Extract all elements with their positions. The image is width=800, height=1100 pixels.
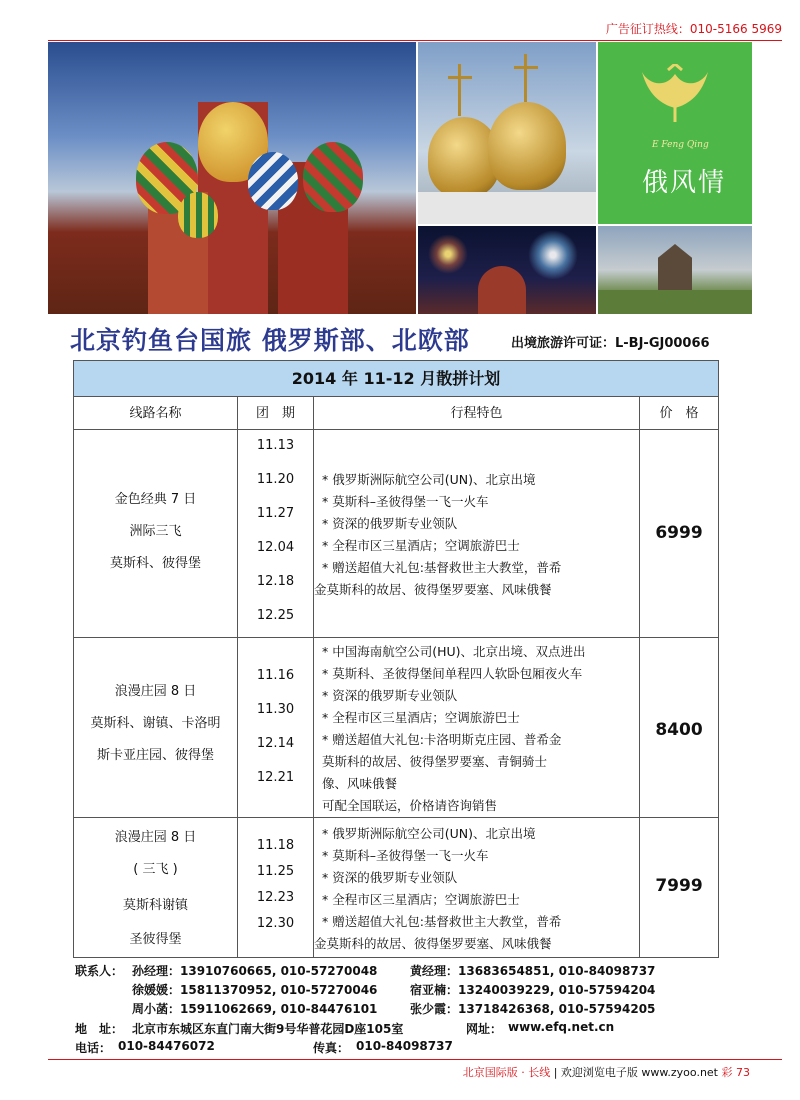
tour-date: 12.14: [256, 736, 295, 751]
feature-line: * 中国海南航空公司(HU)、北京出境、双点进出: [322, 644, 586, 659]
price-cell: [640, 638, 718, 817]
fax-label: 传真：: [313, 1041, 350, 1055]
banner: [48, 42, 752, 314]
route-line: 洲际三飞: [129, 524, 182, 539]
route-cell: [74, 818, 238, 957]
price-value: 7999: [655, 876, 703, 896]
feature-line: 像、风味俄餐: [322, 776, 398, 791]
page-number: 彩 73: [721, 1066, 750, 1079]
route-cell: [74, 638, 238, 817]
feature-line: * 全程市区三星酒店；空调旅游巴士: [322, 892, 520, 907]
contact-entry: 徐媛媛：15811370952, 010-57270046: [132, 983, 378, 997]
logo-script: E Feng Qing: [652, 140, 709, 150]
hotline-divider: [48, 40, 782, 41]
wooden-church-photo: [598, 226, 752, 314]
header-features: 行程特色: [314, 397, 640, 429]
tour-date: 11.20: [256, 472, 295, 487]
table-header-row: [74, 397, 718, 430]
website-label: 网址：: [466, 1022, 503, 1036]
table-row: [74, 430, 718, 638]
contacts-label: 联系人：: [75, 964, 124, 978]
price-value: 6999: [655, 523, 703, 543]
features-cell: [314, 430, 640, 637]
route-line: 浪漫庄园 8 日: [114, 684, 197, 699]
tour-schedule-table: [73, 360, 719, 958]
plan-title: 2014 年 11-12 月散拼计划: [74, 361, 718, 397]
feature-line: * 赠送超值大礼包:基督救世主大教堂，普希: [322, 560, 562, 575]
website-link[interactable]: www.efq.net.cn: [508, 1020, 615, 1034]
tour-date: 11.18: [256, 838, 295, 853]
feature-line: 莫斯科的故居、彼得堡罗要塞、青铜骑士: [322, 754, 548, 769]
tour-date: 11.13: [256, 438, 295, 453]
price-cell: [640, 430, 718, 637]
table-row: [74, 638, 718, 818]
phone-label: 电话：: [75, 1041, 112, 1055]
address-label: 地 址：: [75, 1022, 124, 1036]
feature-line: 金莫斯科的故居、彼得堡罗要塞、风味俄餐: [314, 936, 552, 951]
feature-line: 可配全国联运，价格请咨询销售: [322, 798, 498, 813]
features-cell: [314, 638, 640, 817]
feature-line: * 全程市区三星酒店；空调旅游巴士: [322, 538, 520, 553]
golden-domes-photo: [418, 42, 596, 224]
tour-date: 11.30: [256, 702, 295, 717]
route-line: 浪漫庄园 8 日: [114, 830, 197, 845]
tour-date: 12.04: [256, 540, 295, 555]
footer-divider: [48, 1059, 782, 1060]
page-title: 北京钓鱼台国旅 俄罗斯部、北欧部: [70, 326, 470, 355]
route-line: 莫斯科、彼得堡: [109, 556, 201, 571]
tour-date: 11.25: [256, 864, 295, 879]
route-line: 圣彼得堡: [129, 932, 182, 947]
feature-line: * 资深的俄罗斯专业领队: [322, 870, 458, 885]
contact-entry: 周小菡：15911062669, 010-84476101: [132, 1002, 378, 1016]
contact-entry: 宿亚楠：13240039229, 010-57594204: [410, 983, 656, 997]
feature-line: * 赠送超值大礼包:基督救世主大教堂，普希: [322, 914, 562, 929]
footer-section: 北京国际版 · 长线: [462, 1066, 551, 1079]
footer-separator: |: [553, 1066, 558, 1079]
travel-license: 出境旅游许可证：L-BJ-GJ00066: [511, 336, 710, 351]
contact-entry: 孙经理：13910760665, 010-57270048: [132, 964, 378, 978]
feature-line: * 俄罗斯洲际航空公司(UN)、北京出境: [322, 826, 536, 841]
tour-date: 12.23: [256, 890, 295, 905]
dates-cell: [238, 430, 314, 637]
route-line: ( 三飞 ): [133, 862, 178, 877]
price-cell: [640, 818, 718, 957]
dates-cell: [238, 818, 314, 957]
wings-logo-icon: [640, 64, 710, 124]
logo-name: 俄风情: [642, 168, 727, 198]
contact-entry: 黄经理：13683654851, 010-84098737: [410, 964, 656, 978]
tour-date: 11.27: [256, 506, 295, 521]
feature-line: 金莫斯科的故居、彼得堡罗要塞、风味俄餐: [314, 582, 552, 597]
route-cell: [74, 430, 238, 637]
route-line: 莫斯科、谢镇、卡洛明: [90, 716, 221, 731]
footer: [463, 1064, 750, 1080]
features-cell: [314, 818, 640, 957]
feature-line: * 资深的俄罗斯专业领队: [322, 516, 458, 531]
feature-line: * 全程市区三星酒店；空调旅游巴士: [322, 710, 520, 725]
address: 北京市东城区东直门南大街9号华普花园D座105室: [132, 1022, 404, 1036]
fireworks-photo: [418, 226, 596, 314]
footer-text: 欢迎浏览电子版 www.zyoo.net: [560, 1066, 718, 1079]
contact-entry: 张少霞：13718426368, 010-57594205: [410, 1002, 656, 1016]
st-basils-cathedral-photo: [48, 42, 416, 314]
tour-date: 12.30: [256, 916, 295, 931]
dates-cell: [238, 638, 314, 817]
phone-number: 010-84476072: [118, 1039, 215, 1053]
tour-date: 12.18: [256, 574, 295, 589]
hotline: 广告征订热线：010-5166 5969: [605, 22, 782, 36]
feature-line: * 俄罗斯洲际航空公司(UN)、北京出境: [322, 472, 536, 487]
header-route: 线路名称: [74, 397, 238, 429]
feature-line: * 莫斯科–圣彼得堡一飞一火车: [322, 494, 489, 509]
feature-line: * 资深的俄罗斯专业领队: [322, 688, 458, 703]
tour-date: 12.21: [256, 770, 295, 785]
price-value: 8400: [655, 720, 703, 740]
fax-number: 010-84098737: [356, 1039, 453, 1053]
tour-date: 12.25: [256, 608, 295, 623]
logo-panel: [598, 42, 752, 224]
route-line: 斯卡亚庄园、彼得堡: [96, 748, 214, 763]
header-price: 价 格: [659, 406, 699, 421]
feature-line: * 莫斯科、圣彼得堡间单程四人软卧包厢夜火车: [322, 666, 583, 681]
header-dates: 团 期: [238, 397, 314, 429]
feature-line: * 赠送超值大礼包:卡洛明斯克庄园、普希金: [322, 732, 562, 747]
tour-date: 11.16: [256, 668, 295, 683]
route-line: 莫斯科谢镇: [122, 898, 188, 913]
table-row: [74, 818, 718, 957]
route-line: 金色经典 7 日: [114, 492, 197, 507]
feature-line: * 莫斯科–圣彼得堡一飞一火车: [322, 848, 489, 863]
